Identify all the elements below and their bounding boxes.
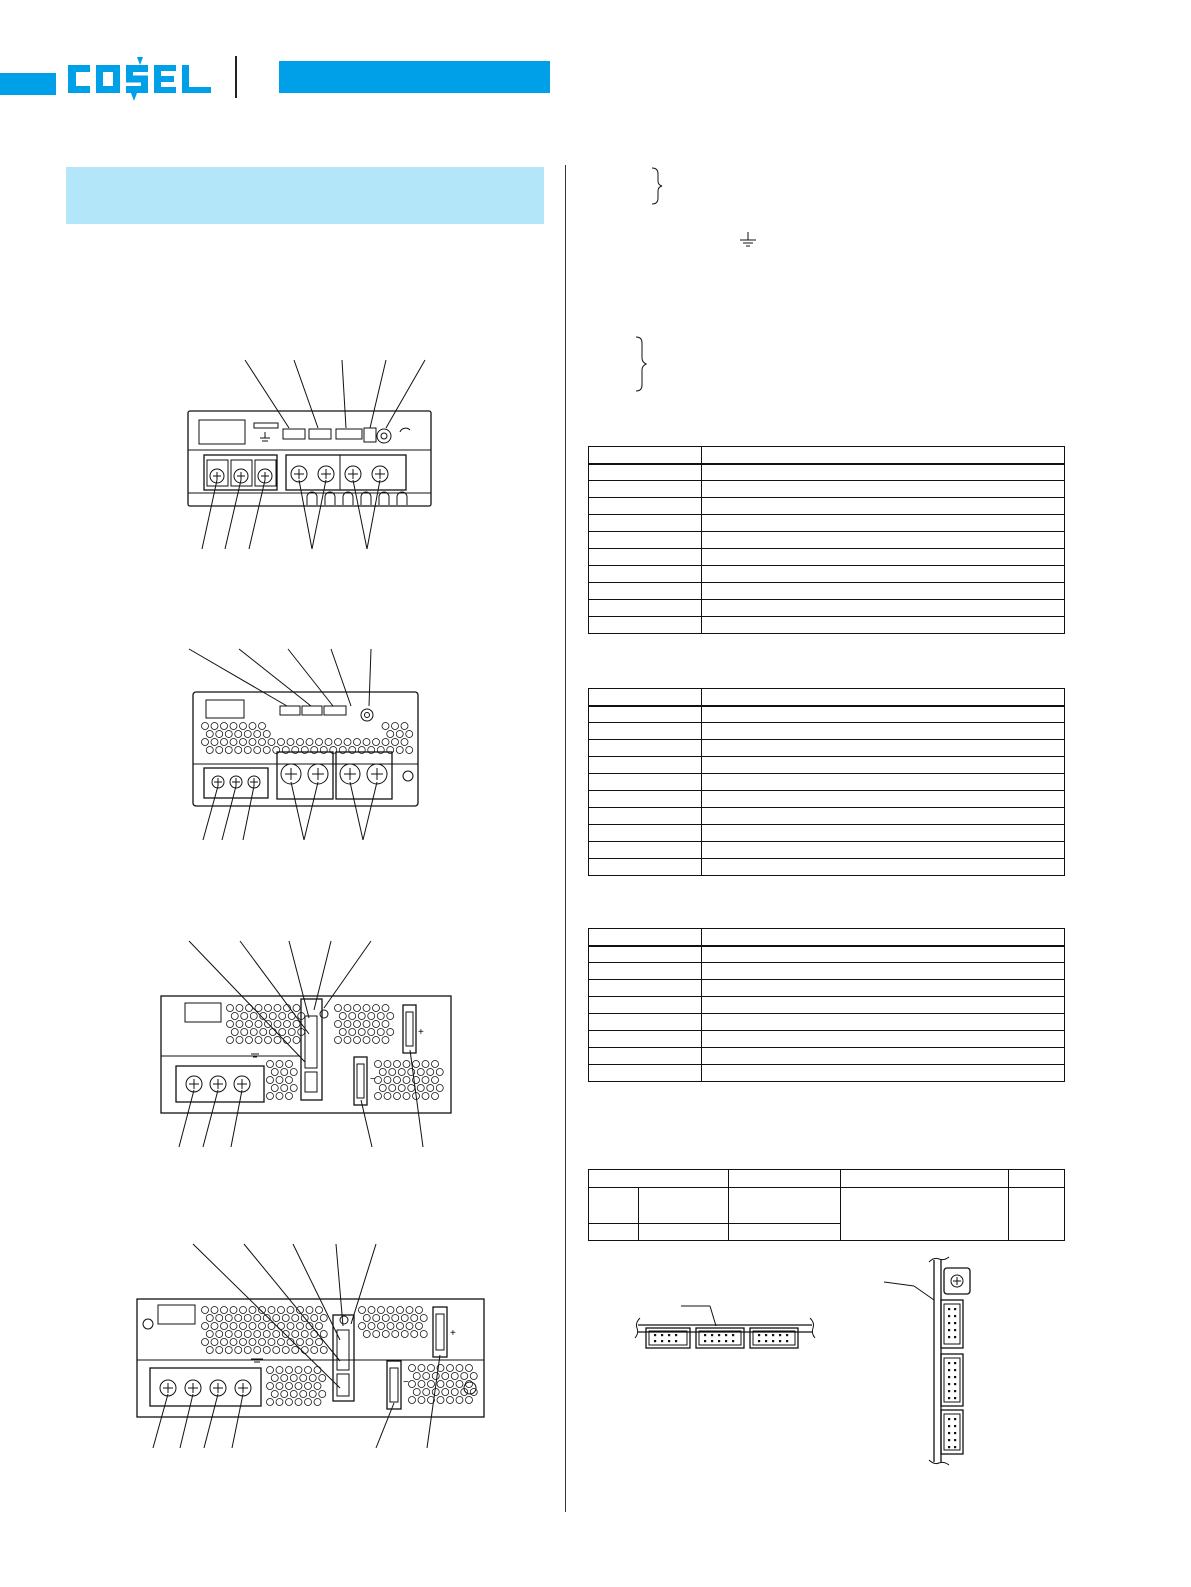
table-a-cell [589,464,702,481]
table-d-cell [729,1224,841,1241]
table-b-cell [702,689,1065,706]
table-a-cell [589,600,702,617]
table-a [588,446,1065,634]
connector-diagram-vertical [884,1257,970,1465]
table-c-cell [702,1048,1065,1065]
table-d-cell [1009,1188,1065,1241]
table-d-cell [589,1170,729,1188]
table-d-cell [639,1224,729,1241]
table-a-cell [589,515,702,532]
table-b-cell [589,689,702,706]
table-d-cell [589,1224,639,1241]
table-a-cell [702,464,1065,481]
table-c-cell [589,1065,702,1082]
table-b-cell [589,791,702,808]
table-a-cell [702,566,1065,583]
table-b-cell [702,757,1065,774]
svg-text:+: + [418,1027,424,1038]
table-d [588,1169,1065,1241]
table-a-cell [589,617,702,634]
table-a-cell [702,515,1065,532]
table-a-cell [702,549,1065,566]
table-c [588,928,1065,1082]
front-panel-figure-4 [137,1244,484,1448]
table-b-cell [589,842,702,859]
table-a-cell [589,566,702,583]
right-column-symbols [636,168,756,391]
table-c-cell [589,1014,702,1031]
table-c-cell [589,929,702,946]
table-a-cell [702,532,1065,549]
table-a-cell [702,583,1065,600]
table-c-cell [702,929,1065,946]
table-c-cell [702,1031,1065,1048]
svg-text:−: − [403,1377,409,1388]
table-b-cell [589,740,702,757]
table-d-cell [1009,1170,1065,1188]
table-c-cell [702,946,1065,963]
table-d-cell [639,1188,729,1224]
table-a-cell [589,447,702,464]
table-b-cell [589,706,702,723]
table-d-cell [841,1170,1009,1188]
table-c-cell [702,963,1065,980]
table-c-cell [702,1014,1065,1031]
table-b-cell [702,791,1065,808]
table-a-cell [702,447,1065,464]
table-b-cell [702,825,1065,842]
table-b-cell [702,706,1065,723]
table-c-cell [589,1031,702,1048]
table-d-cell [729,1170,841,1188]
table-b-cell [589,808,702,825]
table-b-cell [589,825,702,842]
svg-text:−: − [370,1074,376,1085]
front-panel-figure-2 [189,649,418,840]
table-d-cell [589,1188,639,1224]
table-a-cell [702,498,1065,515]
table-b [588,688,1065,876]
table-b-cell [702,740,1065,757]
connector-diagram-horizontal [635,1306,815,1348]
table-a-cell [589,498,702,515]
table-a-cell [702,600,1065,617]
table-c-cell [702,1065,1065,1082]
table-b-cell [589,859,702,876]
table-b-cell [702,859,1065,876]
table-a-cell [702,617,1065,634]
table-a-cell [589,532,702,549]
table-b-cell [702,774,1065,791]
front-panel-figure-3 [161,941,451,1147]
table-a-cell [589,549,702,566]
table-b-cell [702,723,1065,740]
table-b-cell [589,723,702,740]
table-b-cell [589,774,702,791]
table-b-cell [702,808,1065,825]
table-b-cell [589,757,702,774]
table-c-cell [702,997,1065,1014]
table-c-cell [702,980,1065,997]
earth-ground-symbol [740,232,756,246]
svg-text:+: + [450,1328,456,1339]
table-c-cell [589,997,702,1014]
table-d-cell [729,1188,841,1224]
table-c-cell [589,1048,702,1065]
table-a-cell [589,481,702,498]
front-panel-figure-1 [188,360,431,549]
table-c-cell [589,946,702,963]
table-d-cell [841,1188,1009,1241]
table-c-cell [589,980,702,997]
table-b-cell [702,842,1065,859]
table-a-cell [589,583,702,600]
table-c-cell [589,963,702,980]
table-a-cell [702,481,1065,498]
logo-text: COSEL [66,56,70,57]
